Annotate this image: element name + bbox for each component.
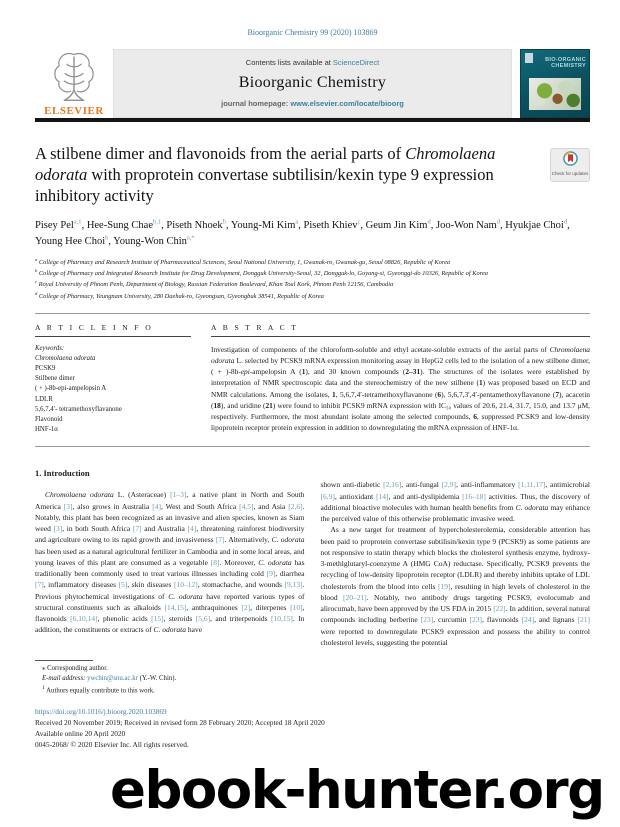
journal-banner <box>113 49 512 118</box>
keyword: PCSK9 <box>35 365 56 373</box>
affiliation: $^a$ College of Pharmacy and Research Institute of Pharmaceutical Sciences, Seoul National University, 1, Gwanak-ro, Gwanak-gu, Seoul 08826, Republic of Korea <box>35 257 451 267</box>
keywords-label: Keywords: <box>35 344 65 352</box>
sciencedirect-link[interactable]: ScienceDirect <box>332 58 380 67</box>
title-row <box>35 144 590 207</box>
author: Hee-Sung Chae$^{b,1}$, <box>86 218 167 232</box>
keyword: 5,6,7,4′- tetramethoxyflavanone <box>35 405 122 413</box>
elsevier-logo <box>35 49 113 118</box>
intro-right-paragraph-1: shown anti-diabetic [2,16], anti-fungal [2,9], anti-inflammatory [1,11,17], antimicrobial [6,9], antioxidant [14], and anti-dyslipidemia [16–18] activities. Thus, the discovery of additional bioactive molecules with human health benefits from C. odorata may enhance the perceived value of this otherwise problematic invasive weed. <box>320 480 590 524</box>
journal-name: Bioorganic Chemistry <box>238 74 387 91</box>
keyword: ( + )-8b-epi-ampelopsin A <box>35 385 107 393</box>
abstract-column <box>211 323 590 436</box>
article-info-rule <box>35 336 191 337</box>
equal-text: Authors equally contribute to this work. <box>44 687 155 695</box>
received-dates: Received 20 November 2019; Received in revised form 28 February 2020; Accepted 18 April 2020 <box>35 717 325 727</box>
author-list <box>35 218 590 249</box>
equal-sup: 1 <box>42 685 45 692</box>
elsevier-tree-icon <box>49 49 99 105</box>
author: Piseth Nhoek$^b$, <box>166 218 231 232</box>
cover-title <box>524 57 586 70</box>
check-for-updates-label: Check for updates <box>551 171 589 176</box>
affiliation: $^d$ College of Pharmacy, Yeungnam University, 280 Daehak-ro, Gyeongsan, Gyeongbuk 38541, Republic of Korea <box>35 290 324 300</box>
journal-header <box>35 49 590 118</box>
cover-logo-mark <box>525 53 533 63</box>
email-note <box>35 674 590 684</box>
intro-right-paragraph-2: As a new target for treatment of hypercholesterolemia, considerable attention has been paid to proprotein convertase subtilisin/kexin type 9 (PCSK9) as some patients are not responsive to statin therapy which blocks the cholesterol synthesis enzyme, hydroxy-3-methlglutaryl-coenzyme A (HMG CoA) reductase. Specifically, PCSK9 prevents the recycling of low-density lipoprotein receptor (LDLR) and thereby inhibits uptake of LDL cholesterols from the blood into cells [19], resulting in high levels of cholesterol in the blood [20–21]. Notably, two antibody drugs targeting PCSK9, evolocumab and alirocumab, have been approved by the US FDA in 2015 [22]. In addition, several natural compounds including berberine [23], curcumin [23], flavonoids [24], and lignans [21] were reported to downregulate PCSK9 expression and possess the ability to control cholesterol levels, suggesting the potential <box>320 525 591 647</box>
check-for-updates-icon <box>563 151 578 166</box>
keyword: LDLR <box>35 395 53 403</box>
cover-title-line2: CHEMISTRY <box>551 63 586 70</box>
keyword: Chromolaena odorata <box>35 354 96 362</box>
abstract-rule <box>211 336 590 337</box>
intro-right-column <box>321 460 591 648</box>
available-online: Available online 20 April 2020 <box>35 728 126 738</box>
author: Young Hee Choi$^b$, <box>35 234 114 248</box>
corresponding-author-note: ⁎ Corresponding author. <box>42 665 108 673</box>
ebook-hunter-watermark: ebook-hunter.org <box>110 760 604 821</box>
cover-artwork <box>529 78 581 110</box>
author: Young-Mi Kim$^a$, <box>230 218 304 232</box>
keyword: HNF-1α <box>35 426 58 434</box>
abstract-heading: A B S T R A C T <box>211 322 299 332</box>
keyword: Flavonoid <box>35 415 63 423</box>
homepage-line <box>118 99 507 108</box>
keywords-list <box>35 354 191 436</box>
cover-title-line1: BIO-ORGANIC <box>545 57 586 63</box>
equal-contribution-note <box>35 684 590 696</box>
journal-homepage-link[interactable]: www.elsevier.com/locate/bioorg <box>290 99 404 108</box>
contents-text: Contents lists available at <box>245 58 333 67</box>
abstract-bottom-divider <box>35 446 590 447</box>
author: Geum Jin Kim$^d$, <box>365 218 436 232</box>
issn-copyright: 0045-2068/ © 2020 Elsevier Inc. All rights reserved. <box>35 739 189 749</box>
affiliation-list <box>35 257 590 301</box>
article-info-heading: A R T I C L E I N F O <box>35 322 154 332</box>
doi-link[interactable]: https://doi.org/10.1016/j.bioorg.2020.103869 <box>35 706 167 716</box>
header-divider-bar <box>35 118 590 122</box>
section-divider <box>35 313 590 314</box>
article-title: A stilbene dimer and flavonoids from the aerial parts of Chromolaena odorata with proprotein convertase subtilisin/kexin type 9 expression inhibitory activity <box>35 144 496 205</box>
keyword: Stilbene dimer <box>35 375 75 383</box>
affiliation: $^b$ College of Pharmacy and Integrated Research Institute for Drug Development, Dongguk University-Seoul, 32, Dongguk-lo, Goyang-si, Gyeonggi-do 10326, Republic of Korea <box>35 268 488 278</box>
author: Joo-Won Nam$^d$, <box>435 218 506 232</box>
affiliation: $^c$ Royal University of Phnom Penh, Department of Biology, Russian Federation Boulevard, Khan Toul Kork, Phnom Penh 12156, Cambodia <box>35 279 394 289</box>
journal-citation-link[interactable]: Bioorganic Chemistry 99 (2020) 103869 <box>247 28 378 37</box>
info-abstract-section <box>35 323 590 436</box>
introduction-section <box>35 460 590 648</box>
author: Young-Won Chin$^{a,*}$ <box>113 234 195 248</box>
intro-left-paragraph: Chromolaena odorata L. (Asteraceae) [1–3], a native plant in North and South America [3], also grows in Australia [4], West and South Africa [4,5], and Asia [2,6]. Notably, this plant has been recognized as an invasive and alien species, known as Siam weed [3], in both South Africa [7] and Australia [4], threatening rainforest biodiversity and agriculture owing to its rapid growth and invasiveness [7]. Alternatively, C. odorata has been used as a natural agricultural fertilizer in Cambodia and in some local areas, and young leaves of this plant are consumed as a vegetable [8]. Moreover, C. odorata has traditionally been commonly used to treat various illnesses including cold [9], diarrhea [7], inflammatory diseases [5], skin diseases [10–12], stomachache, and wounds [9,13]. Previous phytochemical investigations of C. odorata have reported various types of structural constituents such as alkaloids [14,15], anthraquinones [2], diterpenes [10], flavonoids [6,10,14], phenolic acids [15], steroids [5,6], and triterpenoids [10,15]. In addition, the constituents or extracts of C. odorata have <box>35 490 305 635</box>
email-link[interactable]: ywchin@snu.ac.kr <box>87 675 138 683</box>
check-for-updates-badge[interactable] <box>550 148 590 182</box>
introduction-heading: 1. Introduction <box>35 468 90 479</box>
email-after: (Y.-W. Chin). <box>137 675 177 683</box>
elsevier-wordmark: ELSEVIER <box>44 105 104 117</box>
abstract-text: Investigation of components of the chloroform-soluble and ethyl acetate-soluble extracts of the aerial parts of Chromolaena odorata L. selected by PCSK9 mRNA expression monitoring assay in HepG2 cells led to the isolation of a new stilbene dimer, ( + )-8b-epi-ampelopsin A (1), and 30 known compounds (2–31). The structures of the isolates were established by interpretation of NMR spectroscopic data and the stereochemistry of the new stilbene (1) was proposed based on ECD and NMR calculations. Among the isolates, 1, 5,6,7,4′-tetramethoxyflavanone (6), 5,6,7,3′,4′-pentamethoxyflavanone (7), acacetin (18), and uridine (21) were found to inhibit PCSK9 mRNA expression with IC₅₀ values of 20.6, 21.4, 31.7, 15.0, and 13.7 μM, respectively. Furthermore, the most abundant isolate among the selected compounds, 6, suppressed PCSK9 and low-density lipoprotein receptor protein expression in addition to downregulating the mRNA expression of HNF-1α. <box>211 344 591 433</box>
author: Piseth Khiev$^c$, <box>303 218 366 232</box>
journal-cover-thumbnail <box>520 49 590 118</box>
contents-line <box>118 58 507 67</box>
homepage-label: journal homepage: <box>221 99 291 108</box>
publication-info-block <box>35 707 590 751</box>
intro-left-column <box>35 460 305 648</box>
footnote-block <box>35 660 590 697</box>
article-info-column <box>35 323 191 436</box>
email-label: E-mail address: <box>42 675 86 683</box>
author: Pisey Pel$^{a,1}$, <box>35 218 87 232</box>
footnote-rule <box>35 660 93 661</box>
author: Hyukjae Choi$^d$, <box>505 218 570 232</box>
